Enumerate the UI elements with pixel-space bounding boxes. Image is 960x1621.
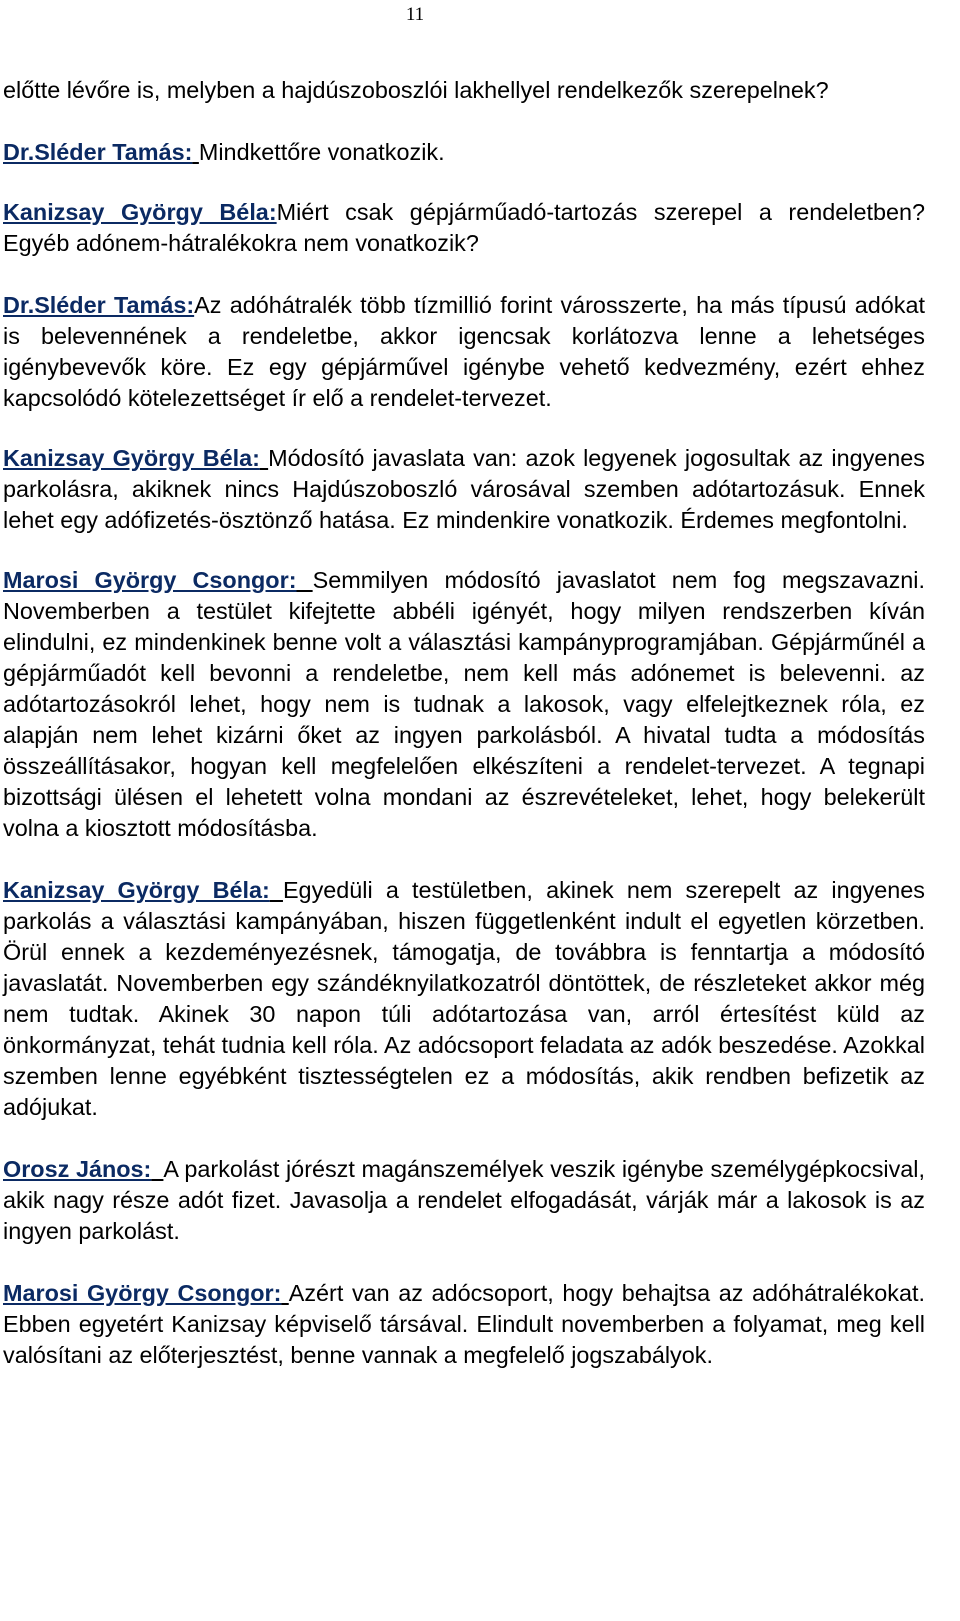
paragraph-text: A parkolást jórészt magánszemélyek veszik igénybe személygépkocsival, akik nagy része adót fizet. Javasolja a rendelet elfogadását, várják már a lakosok is az ingyen parkolást.: [3, 1156, 925, 1244]
paragraph-text: Miért csak gépjárműadó-tartozás szerepel a rendeletben? Egyéb adónem-hátralékokra nem vonatkozik?: [3, 199, 925, 256]
paragraph-text: Módosító javaslata van: azok legyenek jogosultak az ingyenes parkolásra, akiknek nincs Hajdúszoboszló városával szemben adótartozásuk. Ennek lehet egy adófizetés-ösztönző hatása. Ez mindenkire vonatkozik. Érdemes megfontolni.: [3, 445, 926, 533]
paragraph-1: [3, 75, 925, 106]
speaker-name: Kanizsay György Béla:: [3, 877, 270, 903]
meeting-minutes-body: [3, 75, 925, 1371]
speaker-name: Dr.Sléder Tamás:: [3, 292, 195, 318]
speaker-name: Kanizsay György Béla:: [3, 199, 277, 225]
paragraph-text: előtte lévőre is, melyben a hajdúszoboszlói lakhellyel rendelkezők szerepelnek?: [3, 77, 829, 103]
speaker-underline-gap: [281, 1280, 288, 1306]
speaker-underline-gap: [296, 567, 312, 593]
paragraph-4: [3, 290, 925, 414]
speaker-name: Marosi György Csongor:: [3, 1280, 282, 1306]
paragraph-8: [3, 1154, 925, 1247]
paragraph-7: [3, 875, 925, 1123]
paragraph-text: Az adóhátralék több tízmillió forint városszerte, ha más típusú adókat is belevennének a rendeletbe, akkor igencsak korlátozva lenne a lehetséges igénybevevők köre. Ez egy gépjárművel igénybe vehető kedvezmény, ezért ehhez kapcsolódó kötelezettséget ír elő a rendelet-tervezet.: [3, 292, 926, 411]
paragraph-text: Egyedüli a testületben, akinek nem szerepelt az ingyenes parkolás a választási kampányában, hiszen függetlenként indult el egyetlen körzetben. Örül ennek a kezdeményezésnek, támogatja, de továbbra is fenntartja a módosító javaslatát. Novemberben egy szándéknyilatkozatról döntöttek, de részleteket akkor még nem tudtak. Akinek 30 napon túli adótartozása van, arról értesítést küld az önkormányzat, tehát tudnia kell róla. Az adócsoport feladata az adók beszedése. Azokkal szemben lenne egyébként tisztességtelen ez a módosítás, akik rendben befizetik az adójukat.: [3, 877, 926, 1120]
page-number: 11: [405, 4, 425, 25]
paragraph-text: Mindkettőre vonatkozik.: [198, 139, 445, 165]
paragraph-3: [3, 197, 925, 259]
speaker-underline-gap: [260, 445, 268, 471]
paragraph-text: Semmilyen módosító javaslatot nem fog megszavazni. Novemberben a testület kifejtette abbéli igényét, hogy milyen rendszerben kíván elindulni, ez mindenkinek benne volt a választási kampányprogramjában. Gépjárműnél a gépjárműadót kell bevonni a rendeletbe, nem kell más adónemet is belevenni. az adótartozásokról lehet, hogy nem is tudnak a lakosok, vagy elfelejtkeznek róla, ez alapján nem lehet kizárni őket az ingyen parkolásból. A hivatal tudta a módosítás összeállításakor, hogyan kell megfelelően elkészíteni a rendelet-tervezet. A tegnapi bizottsági ülésen el lehetett volna mondani az észrevételeket, lehet, hogy belekerült volna a kiosztott módosításba.: [3, 567, 926, 841]
speaker-underline-gap: [270, 877, 283, 903]
speaker-underline-gap: [151, 1156, 163, 1182]
paragraph-5: [3, 443, 925, 536]
paragraph-6: [3, 565, 925, 844]
speaker-name: Kanizsay György Béla:: [3, 445, 260, 471]
paragraph-2: [3, 137, 925, 168]
speaker-name: Orosz János:: [3, 1156, 152, 1182]
speaker-name: Marosi György Csongor:: [3, 567, 297, 593]
paragraph-text: Azért van az adócsoport, hogy behajtsa az adóhátralékokat. Ebben egyetért Kanizsay képviselő társával. Elindult novemberben a folyamat, meg kell valósítani az előterjesztést, benne vannak a megfelelő jogszabályok.: [3, 1280, 925, 1368]
paragraph-9: [3, 1278, 925, 1371]
speaker-name: Dr.Sléder Tamás:: [3, 139, 193, 165]
